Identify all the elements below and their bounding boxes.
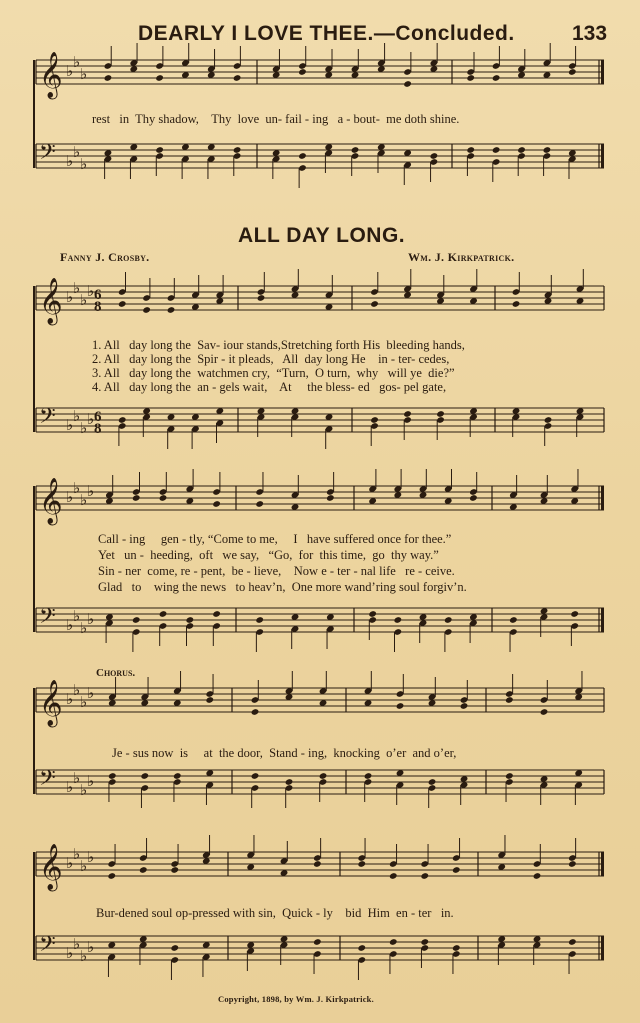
note-head <box>155 74 164 82</box>
final-barline <box>601 852 604 876</box>
note-head <box>255 616 264 624</box>
note-head <box>233 74 242 82</box>
note-head <box>544 416 553 424</box>
note-head <box>428 778 437 786</box>
note-head <box>509 616 518 624</box>
flat-sign: ♭ <box>66 778 74 796</box>
verse-3-line-2: Sin - ner come, re - pent, be - lieve, Now e - ter - nal life re - ceive. <box>98 564 455 578</box>
flat-sign: ♭ <box>80 693 88 711</box>
note-head <box>313 938 322 946</box>
note-head <box>173 772 182 780</box>
note-head <box>142 306 151 314</box>
note-head <box>326 494 335 502</box>
flat-sign: ♭ <box>66 62 74 80</box>
chorus-label: Chorus. <box>96 667 136 679</box>
note-head <box>351 146 360 154</box>
flat-sign: ♭ <box>80 291 88 309</box>
note-head <box>370 416 379 424</box>
note-head <box>403 410 412 418</box>
flat-sign: ♭ <box>66 944 74 962</box>
note-head <box>357 944 366 952</box>
note-head <box>132 616 141 624</box>
time-signature-top: 6 <box>94 287 102 303</box>
note-head <box>159 610 168 618</box>
verse-1-line-1: 1. All day long the Sav- iour stands,Stretching forth His bleeding hands, <box>92 338 465 352</box>
verse-3-line-1: 3. All day long the watchmen cry, “Turn, O turn, why will ye die?” <box>92 366 455 380</box>
note-head <box>420 938 429 946</box>
note-head <box>364 772 373 780</box>
note-head <box>285 778 294 786</box>
note-head <box>420 872 429 880</box>
time-signature-bottom: 8 <box>94 299 102 315</box>
note-head <box>403 80 412 88</box>
note-head <box>170 944 179 952</box>
note-head <box>512 300 521 308</box>
note-head <box>505 696 514 704</box>
system1-lyric: rest in Thy shadow, Thy love un- fail - ing a - bout- me doth shine. <box>92 112 460 126</box>
flat-sign: ♭ <box>80 491 88 509</box>
flat-sign: ♭ <box>73 407 81 425</box>
flat-sign: ♭ <box>80 619 88 637</box>
note-head <box>570 610 579 618</box>
flat-sign: ♭ <box>80 857 88 875</box>
flat-sign: ♭ <box>87 848 95 866</box>
note-head <box>430 152 439 160</box>
note-head <box>233 146 242 154</box>
verse-4-line-2: Glad to wing the news to heav’n, One more wand’ring soul forgiv’n. <box>98 580 467 594</box>
flat-sign: ♭ <box>66 288 74 306</box>
flat-sign: ♭ <box>87 610 95 628</box>
note-head <box>167 306 176 314</box>
flat-sign: ♭ <box>87 282 95 300</box>
note-head <box>298 152 307 160</box>
flat-sign: ♭ <box>80 155 88 173</box>
note-head <box>132 494 141 502</box>
note-head <box>540 708 549 716</box>
flat-sign: ♭ <box>73 845 81 863</box>
treble-clef: 𝄞 <box>39 52 63 98</box>
note-head <box>298 68 307 76</box>
flat-sign: ♭ <box>73 607 81 625</box>
bass-clef: 𝄢 <box>39 766 56 796</box>
flat-sign: ♭ <box>73 279 81 297</box>
note-head <box>313 860 322 868</box>
note-head <box>505 772 514 780</box>
verse-4-line-1: 4. All day long the an - gels wait, At the bless- ed gos- pel gate, <box>92 380 447 394</box>
note-head <box>357 860 366 868</box>
flat-sign: ♭ <box>73 143 81 161</box>
final-barline <box>601 936 604 960</box>
note-head <box>170 866 179 874</box>
note-head <box>251 708 260 716</box>
flat-sign: ♭ <box>87 410 95 428</box>
flat-sign: ♭ <box>73 53 81 71</box>
note-head <box>140 772 149 780</box>
note-head <box>212 500 221 508</box>
note-head <box>452 866 461 874</box>
note-head <box>568 860 577 868</box>
flat-sign: ♭ <box>73 769 81 787</box>
treble-clef: 𝄞 <box>39 844 63 890</box>
flat-sign: ♭ <box>80 947 88 965</box>
bass-clef: 𝄢 <box>39 604 56 634</box>
final-barline <box>601 608 604 632</box>
flat-sign: ♭ <box>66 616 74 634</box>
note-head <box>118 416 127 424</box>
verse-2-line-2: Yet un - heeding, oft we say, “Go, for this time, go thy way.” <box>98 548 439 562</box>
note-head <box>393 616 402 624</box>
flat-sign: ♭ <box>87 772 95 790</box>
flat-sign: ♭ <box>87 482 95 500</box>
note-head <box>469 494 478 502</box>
note-head <box>185 616 194 624</box>
copyright-notice: Copyright, 1898, by Wm. J. Kirkpatrick. <box>218 994 374 1004</box>
song-title: ALL DAY LONG. <box>238 224 406 247</box>
flat-sign: ♭ <box>66 152 74 170</box>
note-head <box>107 872 116 880</box>
flat-sign: ♭ <box>66 416 74 434</box>
note-head <box>108 772 117 780</box>
flat-sign: ♭ <box>80 65 88 83</box>
note-head <box>568 68 577 76</box>
final-barline <box>601 60 604 84</box>
flat-sign: ♭ <box>73 935 81 953</box>
note-head <box>517 146 526 154</box>
note-head <box>466 74 475 82</box>
composer-credit: Wm. J. Kirkpatrick. <box>408 250 515 264</box>
note-head <box>460 702 469 710</box>
page-number: 133 <box>572 22 608 45</box>
note-head <box>139 866 148 874</box>
note-head <box>159 494 168 502</box>
note-head <box>568 938 577 946</box>
note-head <box>543 146 552 154</box>
note-head <box>155 146 164 154</box>
note-head <box>257 294 266 302</box>
note-head <box>118 300 127 308</box>
bass-clef: 𝄢 <box>39 404 56 434</box>
verse-1-line-2: Call - ing gen - tly, “Come to me, I have suffered once for thee.” <box>98 532 452 546</box>
chorus-lyric-2: Bur-dened soul op-pressed with sin, Quick - ly bid Him en - ter in. <box>96 906 454 920</box>
flat-sign: ♭ <box>73 681 81 699</box>
verse-2-line-1: 2. All day long the Spir - it pleads, All day long He in - ter- cedes, <box>92 352 450 366</box>
treble-clef: 𝄞 <box>39 680 63 726</box>
note-head <box>444 616 453 624</box>
flat-sign: ♭ <box>80 419 88 437</box>
flat-sign: ♭ <box>87 684 95 702</box>
note-head <box>255 500 264 508</box>
note-head <box>452 944 461 952</box>
note-head <box>389 872 398 880</box>
continued-hymn-title: DEARLY I LOVE THEE.—Concluded. <box>138 22 515 45</box>
bass-clef: 𝄢 <box>39 140 56 170</box>
chorus-lyric-1: Je - sus now is at the door, Stand - ing, knocking o’er and o’er, <box>112 746 457 760</box>
final-barline <box>601 486 604 510</box>
note-head <box>396 702 405 710</box>
note-head <box>205 696 214 704</box>
note-head <box>251 772 260 780</box>
treble-clef: 𝄞 <box>39 478 63 524</box>
flat-sign: ♭ <box>66 690 74 708</box>
note-head <box>492 146 501 154</box>
note-head <box>104 74 113 82</box>
note-head <box>436 410 445 418</box>
note-head <box>492 74 501 82</box>
note-head <box>533 872 542 880</box>
flat-sign: ♭ <box>80 781 88 799</box>
note-head <box>370 300 379 308</box>
time-signature-top: 6 <box>94 409 102 425</box>
time-signature-bottom: 8 <box>94 421 102 437</box>
note-head <box>389 938 398 946</box>
flat-sign: ♭ <box>87 938 95 956</box>
note-head <box>368 610 377 618</box>
flat-sign: ♭ <box>66 488 74 506</box>
flat-sign: ♭ <box>66 854 74 872</box>
treble-clef: 𝄞 <box>39 278 63 324</box>
lyricist-credit: Fanny J. Crosby. <box>60 250 150 264</box>
flat-sign: ♭ <box>73 479 81 497</box>
bass-clef: 𝄢 <box>39 932 56 962</box>
note-head <box>319 772 328 780</box>
note-head <box>212 610 221 618</box>
final-barline <box>601 144 604 168</box>
note-head <box>466 146 475 154</box>
